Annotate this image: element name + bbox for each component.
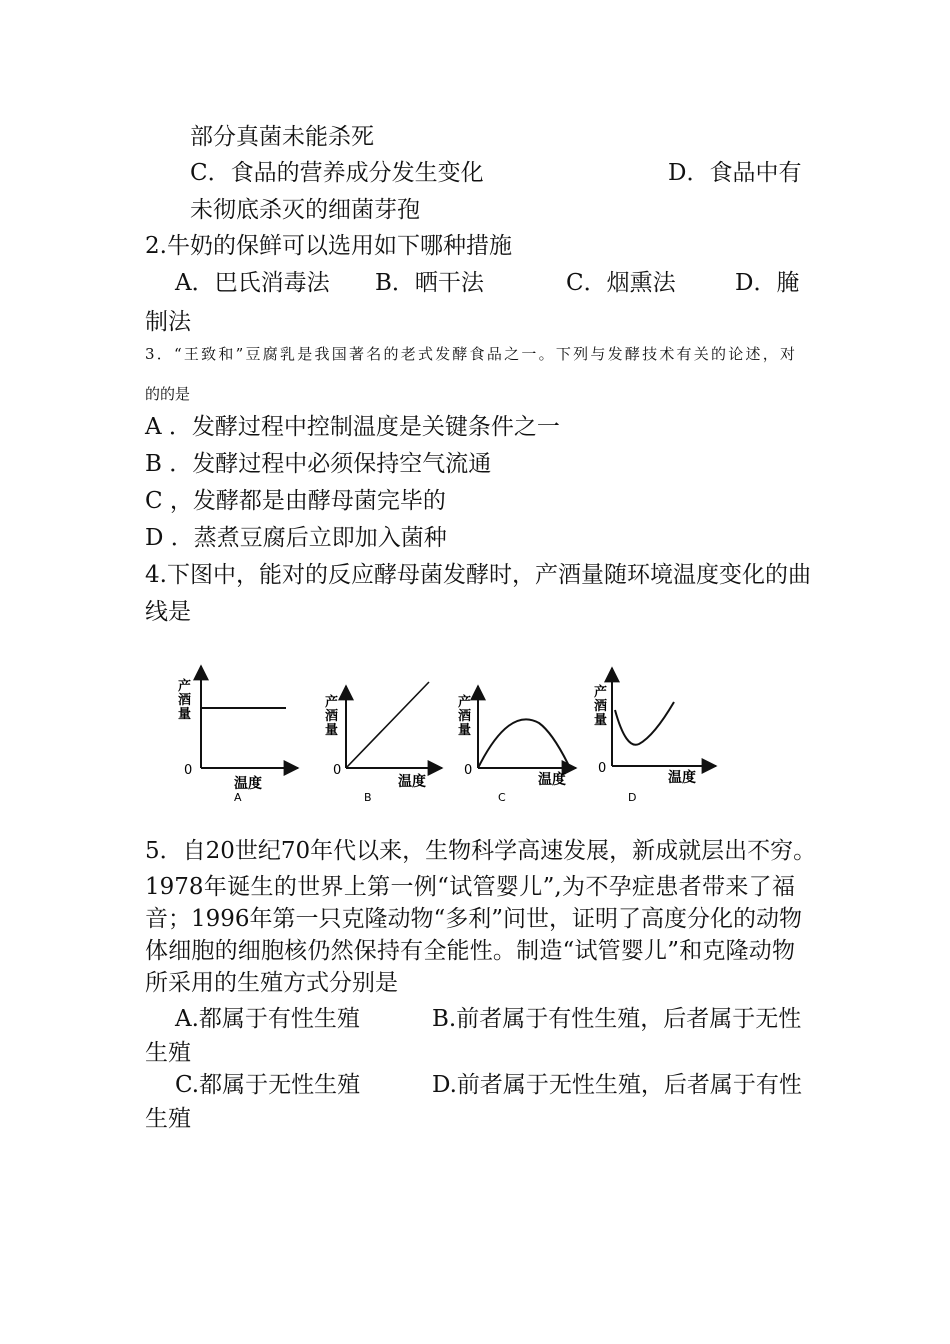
q2-stem: 2.牛奶的保鲜可以选用如下哪种措施 [145,233,512,259]
q5-stem-line5: 所采用的生殖方式分别是 [145,970,398,996]
q2-option-c: C．烟熏法 [566,270,676,296]
q2-option-d: D．腌 [735,270,800,296]
q3-stem-line2: 的的是 [145,385,191,403]
q4-graphs-svg [146,660,722,810]
q5-option-c: C.都属于无性生殖 [175,1072,361,1098]
graph-d-letter: D [628,791,637,804]
graph-d-y-label-3: 量 [594,713,608,728]
q5-option-d-continuation: 生殖 [145,1106,191,1132]
q5-stem-line2: 1978年诞生的世界上第一例“试管婴儿”,为不孕症患者带来了福 [145,874,795,900]
graph-b-letter: B [364,791,372,804]
graph-a-y-label-3: 量 [178,707,192,722]
q3-option-b: B ．发酵过程中必须保持空气流通 [145,451,492,477]
graph-b-y-label-1: 产 [325,695,339,710]
q2-option-d-continuation: 制法 [145,309,191,335]
q5-option-a: A.都属于有性生殖 [175,1006,360,1032]
q5-option-b-continuation: 生殖 [145,1040,191,1066]
graph-a-y-label-1: 产 [178,679,192,694]
graph-c-letter: C [498,791,506,804]
graph-b-y-label-3: 量 [325,723,339,738]
graph-b-x-label: 温度 [398,774,426,790]
q5-stem-line1: 5．自20世纪70年代以来，生物科学高速发展，新成就层出不穷。 [145,838,817,864]
q3-option-d: D ．蒸煮豆腐后立即加入菌种 [145,525,447,551]
graph-b [325,682,442,804]
graph-d-origin: 0 [598,761,607,776]
graph-a-letter: A [234,791,242,804]
q3-stem-line1: 3．“王致和”豆腐乳是我国著名的老式发酵食品之一。下列与发酵技术有关的论述，对 [145,345,795,363]
q2-option-a: A．巴氏消毒法 [175,270,330,296]
graph-a-origin: 0 [184,763,193,778]
graph-c-origin: 0 [464,763,473,778]
q1-option-d-continuation: 未彻底杀灭的细菌芽孢 [190,197,420,223]
q1-option-c: C．食品的营养成分发生变化 [190,160,484,186]
graph-c-curve [478,719,570,768]
q5-stem-line3: 音；1996年第一只克隆动物“多利”问世，证明了高度分化的动物 [145,906,803,932]
q5-option-d: D.前者属于无性生殖，后者属于有性 [432,1072,802,1098]
graph-d-y-label-2: 酒 [594,699,608,714]
graph-a-y-label-2: 酒 [178,693,192,708]
q5-stem-line4: 体细胞的细胞核仍然保持有全能性。制造“试管婴儿”和克隆动物 [145,938,795,964]
graph-d-curve [615,702,674,745]
q3-option-a: A ．发酵过程中控制温度是关键条件之一 [145,414,560,440]
graph-c-y-label-3: 量 [458,723,472,738]
q5-option-b: B.前者属于有性生殖，后者属于无性 [432,1006,802,1032]
graph-c-y-label-2: 酒 [458,709,472,724]
q4-stem-line1: 4.下图中，能对的反应酵母菌发酵时，产酒量随环境温度变化的曲 [145,562,811,588]
graph-b-origin: 0 [333,763,342,778]
graph-c-x-label: 温度 [538,772,566,788]
q1-option-d: D．食品中有 [668,160,802,186]
graph-d-y-label-1: 产 [594,685,608,700]
q4-graph-figure [146,660,722,810]
graph-c-y-label-1: 产 [458,695,472,710]
graph-d [594,668,716,804]
graph-b-y-label-2: 酒 [325,709,339,724]
graph-a-x-label: 温度 [234,776,262,792]
q3-option-c: C ，发酵都是由酵母菌完毕的 [145,488,446,514]
graph-c [458,686,576,804]
graph-d-x-label: 温度 [668,770,696,786]
q4-stem-line2: 线是 [145,599,191,625]
q2-option-b: B．晒干法 [375,270,484,296]
q1-continuation: 部分真菌未能杀死 [190,124,374,150]
graph-a [178,666,298,804]
graph-b-curve [346,682,429,768]
